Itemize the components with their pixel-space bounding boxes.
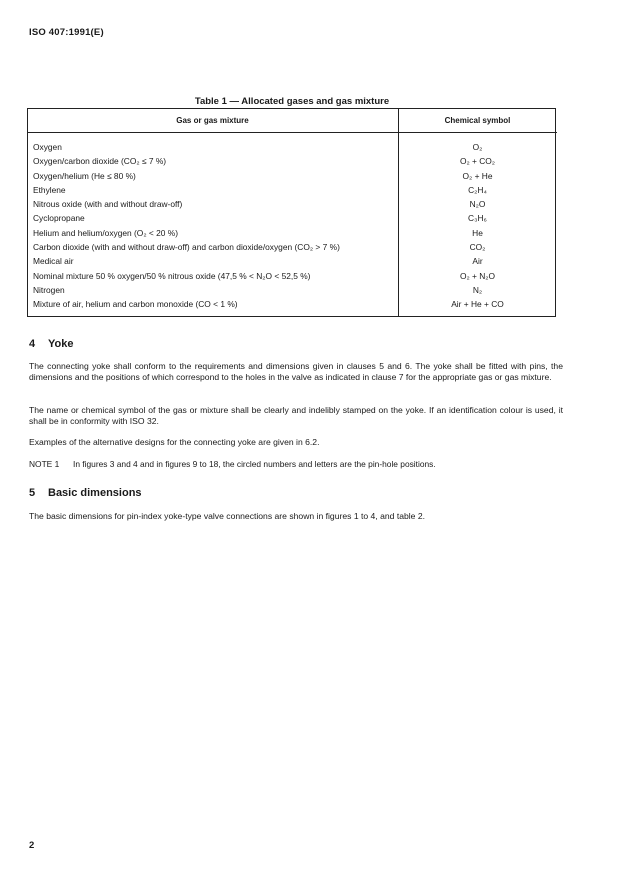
document-header: ISO 407:1991(E) [29, 27, 104, 38]
table-row [27, 183, 557, 197]
gas-name-cell: Carbon dioxide (with and without draw-off) and carbon dioxide/oxygen (CO₂ > 7 %) [33, 242, 340, 253]
section-5-heading [29, 487, 142, 499]
chemical-symbol-cell: Air + He + CO [451, 299, 504, 310]
table-row [27, 283, 557, 297]
chemical-symbol-cell: CO₂ [469, 242, 486, 253]
chemical-symbol-cell: O₂ + CO₂ [459, 156, 496, 167]
table-header-row [27, 108, 557, 133]
table-body [27, 133, 557, 312]
table-column-divider [398, 108, 399, 317]
note-text: In figures 3 and 4 and in figures 9 to 18, the circled numbers and letters are the pin-hole positions. [73, 459, 436, 469]
gas-name-cell: Medical air [33, 256, 74, 267]
table-row [27, 197, 557, 211]
gas-name-cell: Ethylene [33, 184, 66, 195]
table-row [27, 240, 557, 254]
note-1 [29, 459, 563, 469]
gas-name-cell: Nitrous oxide (with and without draw-off) [33, 199, 183, 210]
gas-name-cell: Mixture of air, helium and carbon monoxide (CO < 1 %) [33, 299, 238, 310]
chemical-symbol-cell: O₂ + He [462, 170, 493, 181]
column-header-symbol: Chemical symbol [398, 108, 557, 133]
chemical-symbol-cell: C₂H₄ [468, 184, 487, 195]
gas-table [27, 108, 557, 312]
page-number: 2 [29, 840, 35, 851]
gas-name-cell: Oxygen/helium (He ≤ 80 %) [33, 170, 136, 181]
gas-name-cell: Cyclopropane [33, 213, 85, 224]
table-row [27, 211, 557, 225]
table-row [27, 133, 557, 155]
column-header-gas: Gas or gas mixture [27, 108, 398, 133]
section-number: 4 [29, 338, 36, 350]
gas-name-cell: Helium and helium/oxygen (O₂ < 20 %) [33, 227, 178, 238]
table-row [27, 226, 557, 240]
table-caption: Table 1 — Allocated gases and gas mixture [194, 96, 390, 107]
section-4-heading [29, 338, 73, 350]
table-row [27, 269, 557, 283]
table-row [27, 297, 557, 311]
section-number: 5 [29, 487, 36, 499]
chemical-symbol-cell: Air [472, 256, 483, 267]
table-row [27, 254, 557, 268]
gas-name-cell: Oxygen/carbon dioxide (CO₂ ≤ 7 %) [33, 156, 167, 167]
chemical-symbol-cell: N₂O [469, 199, 486, 210]
section-4-paragraph-3: Examples of the alternative designs for the connecting yoke are given in 6.2. [29, 437, 320, 447]
gas-name-cell: Nitrogen [33, 284, 65, 295]
section-5-paragraph-1: The basic dimensions for pin-index yoke-type valve connections are shown in figures 1 to 4, and table 2. [29, 511, 426, 521]
chemical-symbol-cell: N₂ [472, 284, 483, 295]
section-4-paragraph-1: The connecting yoke shall conform to the requirements and dimensions given in clauses 5 and 6. The yoke shall be fitted with pins, the dimensions and the positions of which correspond to the holes in the valve as indicated in clause 7 for the appropriate gas or gas mixture. [29, 361, 563, 383]
gas-name-cell: Nominal mixture 50 % oxygen/50 % nitrous oxide (47,5 % < N₂O < 52,5 %) [33, 270, 311, 281]
gas-name-cell: Oxygen [33, 142, 62, 152]
note-label: NOTE 1 [29, 459, 60, 469]
chemical-symbol-cell: C₃H₆ [468, 213, 487, 224]
table-row [27, 154, 557, 168]
section-4-paragraph-2: The name or chemical symbol of the gas or mixture shall be clearly and indelibly stamped on the yoke. If an identification colour is used, it shall be in conformity with ISO 32. [29, 405, 563, 427]
chemical-symbol-cell: O₂ [472, 142, 483, 152]
section-title: Yoke [48, 338, 74, 350]
chemical-symbol-cell: He [472, 227, 483, 238]
section-title: Basic dimensions [48, 487, 142, 499]
chemical-symbol-cell: O₂ + N₂O [459, 270, 496, 281]
table-row [27, 169, 557, 183]
